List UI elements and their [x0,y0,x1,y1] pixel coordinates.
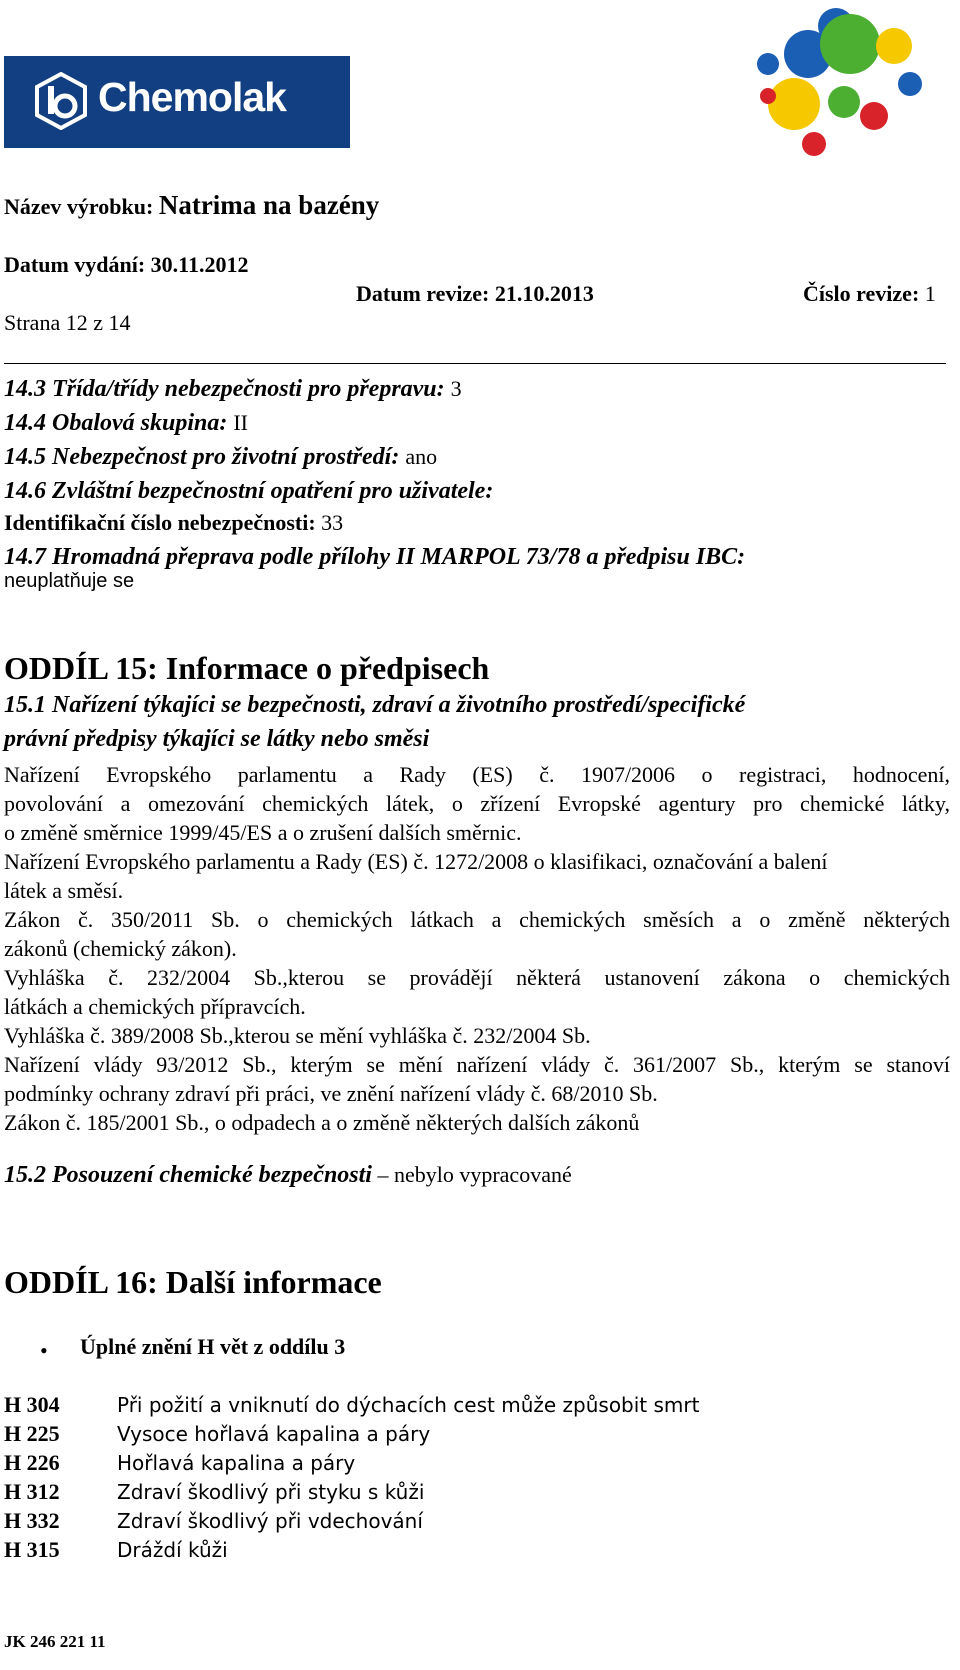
revision-number [803,281,936,307]
h-code: H 225 [4,1421,60,1446]
regulation-line: Nařízení Evropského parlamentu a Rady (ES) č. 1272/2008 o klasifikaci, označování a balení [4,849,828,874]
sub-15-1-line1: 15.1 Nařízení týkajíci se bezpečnosti, zdraví a životního prostředí/specifické [4,692,746,718]
identification-number-label: Identifikační číslo nebezpečnosti: [4,510,322,535]
product-name: Natrima na bazény [158,190,380,220]
identification-number-value: 33 [321,510,344,535]
regulation-line: Nařízení Evropského parlamentu a Rady (ES) č. 1907/2006 o registraci, hodnocení, [4,762,950,787]
h-text: Zdraví škodlivý při vdechování [117,1509,423,1533]
identification-number-line [4,510,343,536]
item-14-7-value: neuplatňuje se [4,570,135,592]
item-14-4-label: 14.4 Obalová skupina: [4,410,228,436]
h-text: Dráždí kůži [117,1538,228,1562]
product-name-label: Název výrobku: [4,194,159,219]
h-code: H 315 [4,1537,60,1562]
regulation-line: podmínky ochrany zdraví při práci, ve znění nařízení vlády č. 68/2010 Sb. [4,1081,658,1106]
item-14-6 [4,474,493,508]
h-statements-title: Úplné znění H vět z oddílu 3 [80,1334,346,1359]
regulation-line: Zákon č. 350/2011 Sb. o chemických látkach a chemických směsích a o změně některých [4,907,950,932]
item-14-5-label: 14.5 Nebezpečnost pro životní prostředí: [4,444,400,470]
regulation-line: o změně směrnice 1999/45/ES a o zrušení dalších směrnic. [4,820,522,845]
item-14-3-label: 14.3 Třída/třídy nebezpečnosti pro přepravu: [4,376,445,402]
product-name-line [4,190,379,221]
h-text: Zdraví škodlivý při styku s kůži [117,1480,425,1504]
regulation-line: Nařízení vlády 93/2012 Sb., kterým se mění nařízení vlády č. 361/2007 Sb., kterým se stanoví [4,1052,950,1077]
sub-15-1-line2: právní předpisy týkajíci se látky nebo směsi [4,726,430,752]
h-code: H 304 [4,1392,60,1417]
h-code: H 226 [4,1450,60,1475]
h-code: H 332 [4,1508,60,1533]
h-text: Hořlavá kapalina a páry [117,1451,356,1475]
revision-date: Datum revize: 21.10.2013 [356,281,594,306]
chemolak-logo [4,56,350,148]
item-14-5 [4,440,437,474]
h-code: H 312 [4,1479,60,1504]
item-14-5-value: ano [405,444,438,469]
item-14-6-label: 14.6 Zvláštní bezpečnostní opatření pro uživatele: [4,478,494,504]
footer-code: JK 246 221 11 [4,1632,106,1651]
header-divider [4,363,946,364]
regulation-line: látkách a chemických přípravcích. [4,994,306,1019]
item-14-7-label: 14.7 Hromadná přeprava podle přílohy II MARPOL 73/78 a předpisu IBC: [4,544,746,570]
section-15-heading: ODDÍL 15: Informace o předpisech [4,650,490,686]
item-14-4-value: II [233,410,249,435]
item-14-3 [4,372,462,406]
item-14-7 [4,540,745,574]
regulation-line: povolování a omezování chemických látek, o zřízení Evropské agentury pro chemické látky, [4,791,950,816]
decorative-dots-graphic [728,4,960,164]
sub-15-2 [4,1162,572,1189]
h-text: Vysoce hořlavá kapalina a páry [117,1422,431,1446]
regulation-line: zákonů (chemický zákon). [4,936,237,961]
item-14-3-value: 3 [450,376,462,401]
page-number: Strana 12 z 14 [4,310,131,335]
regulation-line: Vyhláška č. 389/2008 Sb.,kterou se mění vyhláška č. 232/2004 Sb. [4,1023,591,1048]
revision-number-value: 1 [919,281,936,306]
bullet-icon: • [40,1338,48,1363]
regulation-line: Zákon č. 185/2001 Sb., o odpadech a o změně některých dalších zákonů [4,1110,640,1135]
item-14-4 [4,406,248,440]
regulation-line: Vyhláška č. 232/2004 Sb.,kterou se provádějí některá ustanovení zákona o chemických [4,965,950,990]
sub-15-2-value: – nebylo vypracované [371,1162,572,1187]
h-text: Při požití a vniknutí do dýchacích cest může způsobit smrt [117,1393,700,1417]
logo-text: Chemolak [98,74,286,120]
revision-number-label: Číslo revize: [803,281,920,306]
issue-date: Datum vydání: 30.11.2012 [4,252,249,277]
chemolak-mark-icon [32,72,90,130]
regulation-line: látek a směsí. [4,878,124,903]
section-16-heading: ODDÍL 16: Další informace [4,1264,382,1300]
sub-15-2-label: 15.2 Posouzení chemické bezpečnosti [4,1162,372,1188]
